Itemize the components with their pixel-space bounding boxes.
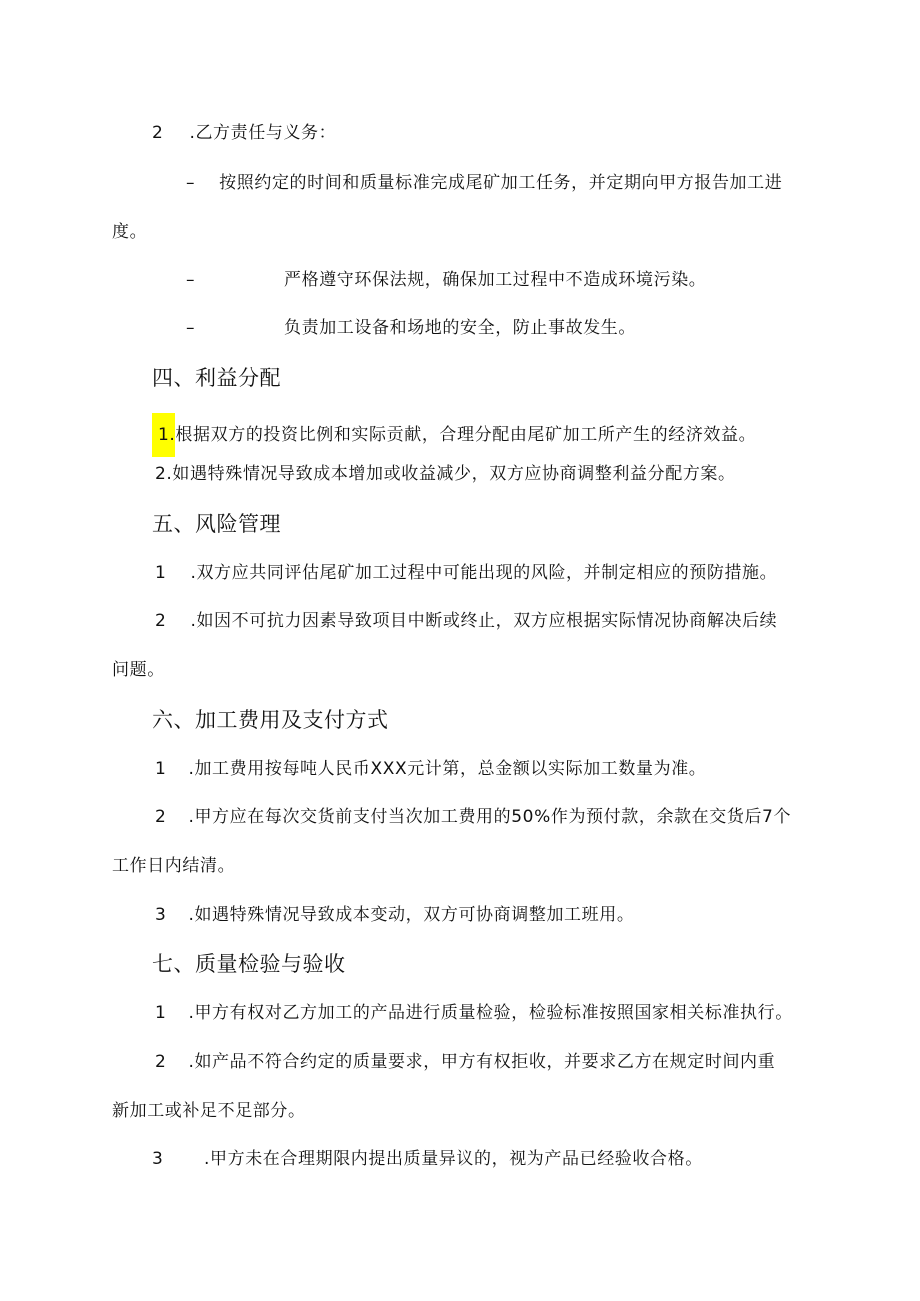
s4-item1-text: 根据双方的投资比例和实际贡献，合理分配由尾矿加工所产生的经济效益。 [175,425,757,445]
s3-bullet3 [186,316,195,340]
s6-item2-num: 2 [155,807,167,827]
s7-item1-text: .甲方有权对乙方加工的产品进行质量检验，检验标准按照国家相关标准执行。 [188,1003,793,1023]
s3-bullet1 [186,171,782,195]
s5-item2-cont [112,658,165,682]
s5-item2-text-line2: 问题。 [112,660,165,680]
s5-item1 [155,561,777,585]
s6-item1 [155,757,706,781]
s3-item2 [152,121,336,145]
s3-item2-text: .乙方责任与义务： [189,123,337,143]
s5-item2 [155,609,777,633]
s7-item2-cont [112,1099,306,1123]
s7-item3 [152,1147,163,1171]
s5-item2-text-line1: .如因不可抗力因素导致项目中断或终止，双方应根据实际情况协商解决后续 [190,611,778,631]
s5-item1-num: 1 [155,563,167,583]
s7-item3-body [204,1147,703,1171]
s6-item3-text: .如遇特殊情况导致成本变动，双方可协商调整加工班用。 [188,905,635,925]
s7-heading: 七、质量检验与验收 [152,952,346,976]
s6-heading: 六、加工费用及支付方式 [152,708,389,732]
s4-item2-text: 2.如遇特殊情况导致成本增加或收益减少，双方应协商调整利益分配方案。 [155,464,736,484]
s4-item2 [155,462,736,486]
s4-item1 [152,413,756,457]
s6-item2-text-line1: .甲方应在每次交货前支付当次加工费用的50%作为预付款，余款在交货后7个 [188,807,792,827]
s4-heading: 四、利益分配 [152,366,281,390]
s7-item2-num: 2 [155,1052,167,1072]
s3-bullet1-text-line1: 按照约定的时间和质量标准完成尾矿加工任务，并定期向甲方报告加工进 [219,173,783,193]
s6-item3-num: 3 [155,905,167,925]
s5-item1-text: .双方应共同评估尾矿加工过程中可能出现的风险，并制定相应的预防措施。 [190,563,778,583]
s3-bullet3-body [284,316,636,340]
s7-item3-num: 3 [152,1149,164,1169]
s3-bullet2 [186,268,195,292]
s7-item2-text-line1: .如产品不符合约定的质量要求，甲方有权拒收，并要求乙方在规定时间内重 [188,1052,776,1072]
s6-item1-text: .加工费用按每吨人民币XXX元计第，总金额以实际加工数量为准。 [188,759,707,779]
s5-item2-num: 2 [155,611,167,631]
s6-item2 [155,805,791,829]
s6-item2-text-line2: 工作日内结清。 [112,856,236,876]
s7-item3-text: .甲方未在合理期限内提出质量异议的，视为产品已经验收合格。 [204,1149,703,1169]
s3-bullet2-text: 严格遵守环保法规，确保加工过程中不造成环境污染。 [284,270,707,290]
s3-bullet2-dash: – [186,270,196,290]
s3-bullet3-text: 负责加工设备和场地的安全，防止事故发生。 [284,318,636,338]
s3-bullet1-dash: – [186,173,196,193]
s6-item3 [155,903,634,927]
s5-heading: 五、风险管理 [152,512,281,536]
s6-item1-num: 1 [155,759,167,779]
s7-item2 [155,1050,775,1074]
s7-item1 [155,1001,793,1025]
s3-bullet1-text-line2: 度。 [112,222,148,242]
s7-item1-num: 1 [155,1003,167,1023]
s3-bullet1-cont [112,220,147,244]
s4-item1-num-highlighted: 1. [152,413,175,457]
s3-item2-num: 2 [152,123,164,143]
s7-item2-text-line2: 新加工或补足不足部分。 [112,1101,306,1121]
s3-bullet2-body [284,268,706,292]
s3-bullet3-dash: – [186,318,196,338]
s6-item2-cont [112,854,235,878]
